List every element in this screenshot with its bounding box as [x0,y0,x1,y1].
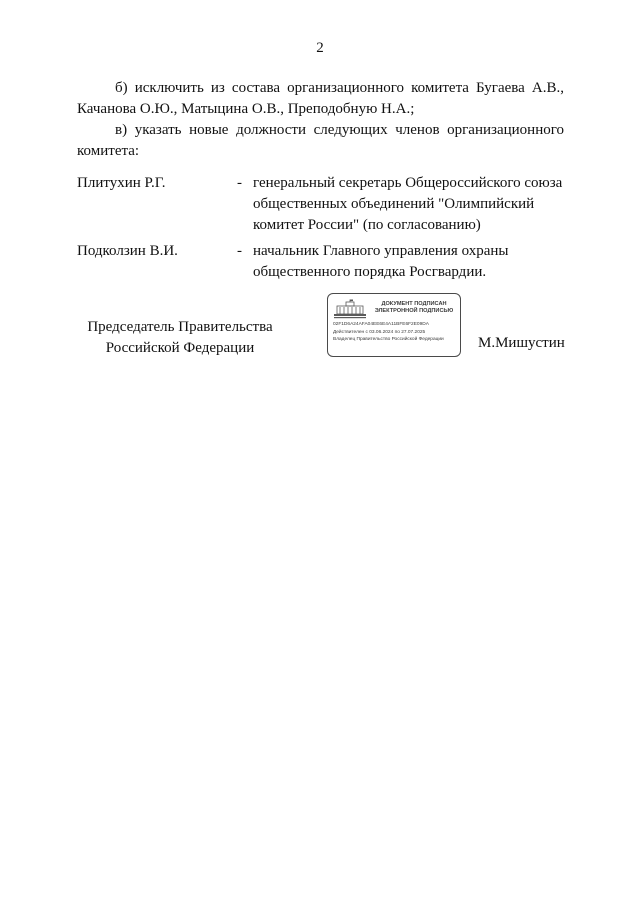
member-dash: - [237,243,242,259]
paragraph-b-line-1: б) исключить из состава организационного комитета Бугаева А.В., [115,80,564,96]
paragraph-v-line-2: комитета: [77,143,140,159]
government-building-icon [333,299,367,319]
member-position-line: комитет России" (по согласованию) [253,217,481,233]
stamp-title-line-1: ДОКУМЕНТ ПОДПИСАН [381,301,447,307]
member-position [253,173,565,236]
member-position-line: общественного порядка Росгвардии. [253,264,487,280]
paragraph-v [77,120,564,162]
signer-surname: М.Мишустин [478,335,565,351]
stamp-title-line-2: ЭЛЕКТРОННОЙ ПОДПИСЬЮ [374,308,454,314]
signer-position-line-1: Председатель Правительства [87,319,273,335]
signer-position-line-2: Российской Федерации [105,340,255,356]
stamp-owner: Владелец Правительство Российской Федерации [333,337,444,342]
stamp-certificate: 02F1D6A24AFA04EE6E4A11BFE6F2E09DA [333,322,429,327]
stamp-title [370,301,458,315]
stamp-validity: Действителен с 03.06.2024 по 27.07.2025 [333,330,426,335]
electronic-signature-stamp [327,293,461,357]
member-dash: - [237,175,242,191]
page-number: 2 [316,40,324,56]
member-name: Плитухин Р.Г. [77,175,166,191]
member-name: Подколзин В.И. [77,243,178,259]
paragraph-b-line-2: Качанова О.Ю., Матыцина О.В., Преподобную Н.А.; [77,101,415,117]
paragraph-v-line-1: в) указать новые должности следующих членов организационного [115,122,564,138]
member-position-line: общественных объединений "Олимпийский [253,196,535,212]
member-position-line: генеральный секретарь Общероссийского союза [253,175,563,191]
member-position [253,241,565,283]
member-position-line: начальник Главного управления охраны [253,243,509,259]
signer-position [77,317,283,359]
paragraph-b [77,78,564,120]
